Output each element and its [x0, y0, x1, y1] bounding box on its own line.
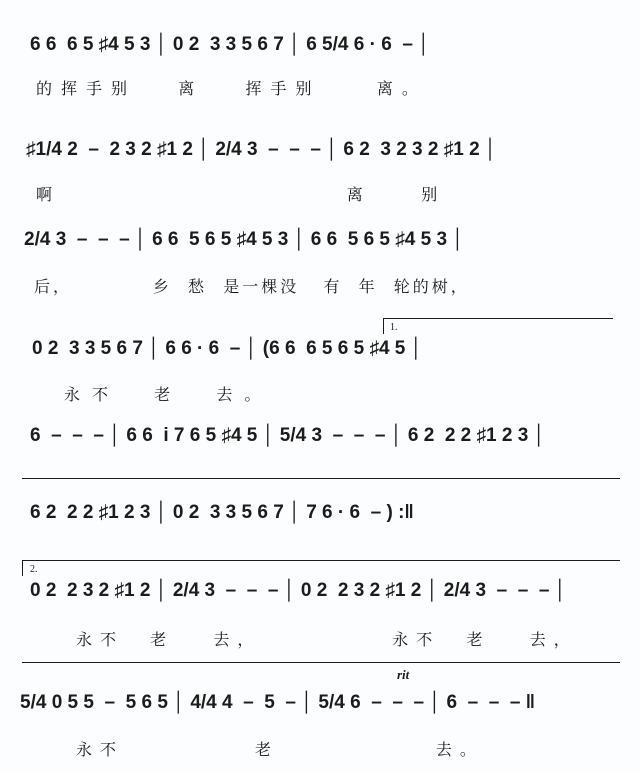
- notation-line: 6 – – – │ 6 6 i 7 6 5 ♯4 5 │ 5/4 3 – – – │ 6 2 2 2 ♯1 2 3 │: [30, 425, 546, 446]
- section-rule: [22, 662, 620, 663]
- lyrics-line: 永不 老 去。: [64, 385, 273, 404]
- notation-line: 0 2 3 3 5 6 7 │ 6 6 · 6 – │ (6 6 6 5 6 5 ♯4 5 │: [32, 338, 423, 359]
- lyrics-line: 后， 乡 愁 是一棵没 有 年 轮的树，: [34, 277, 470, 296]
- volta-first-bracket: [383, 318, 613, 319]
- lyrics-line: 啊 离 别: [36, 185, 442, 204]
- lyrics-line: 的挥手别 离 挥手别 离。: [36, 79, 427, 98]
- volta-first-bracket-start: [383, 318, 384, 334]
- volta-first-label: 1.: [390, 322, 398, 333]
- volta-first-bracket-continuation: [22, 478, 620, 479]
- volta-second-bracket-start: [22, 560, 23, 576]
- notation-line: 6 6 6 5 ♯4 5 3 │ 0 2 3 3 5 6 7 │ 6 5/4 6 · 6 – │: [30, 34, 431, 55]
- volta-second-bracket: [22, 560, 620, 561]
- ritardando-mark: rit: [397, 667, 410, 682]
- notation-line: 5/4 0 5 5 – 5 6 5 │ 4/4 4 – 5 – │ 5/4 6 – – – │ 6 – – – ‖: [20, 692, 536, 713]
- lyrics-line: 永不 老 去， 永不 老 去，: [76, 630, 578, 649]
- volta-second-label: 2.: [30, 564, 38, 575]
- notation-line: 6 2 2 2 ♯1 2 3 │ 0 2 3 3 5 6 7 │ 7 6 · 6 – ) :‖: [30, 502, 414, 523]
- lyrics-line: 永不 老 去。: [76, 740, 484, 759]
- notation-line: 0 2 2 3 2 ♯1 2 │ 2/4 3 – – – │ 0 2 2 3 2 ♯1 2 │ 2/4 3 – – – │: [30, 580, 567, 601]
- notation-line: ♯1/4 2 – 2 3 2 ♯1 2 │ 2/4 3 – – – │ 6 2 3 2 3 2 ♯1 2 │: [26, 139, 497, 160]
- notation-line: 2/4 3 – – – │ 6 6 5 6 5 ♯4 5 3 │ 6 6 5 6 5 ♯4 5 3 │: [24, 229, 465, 250]
